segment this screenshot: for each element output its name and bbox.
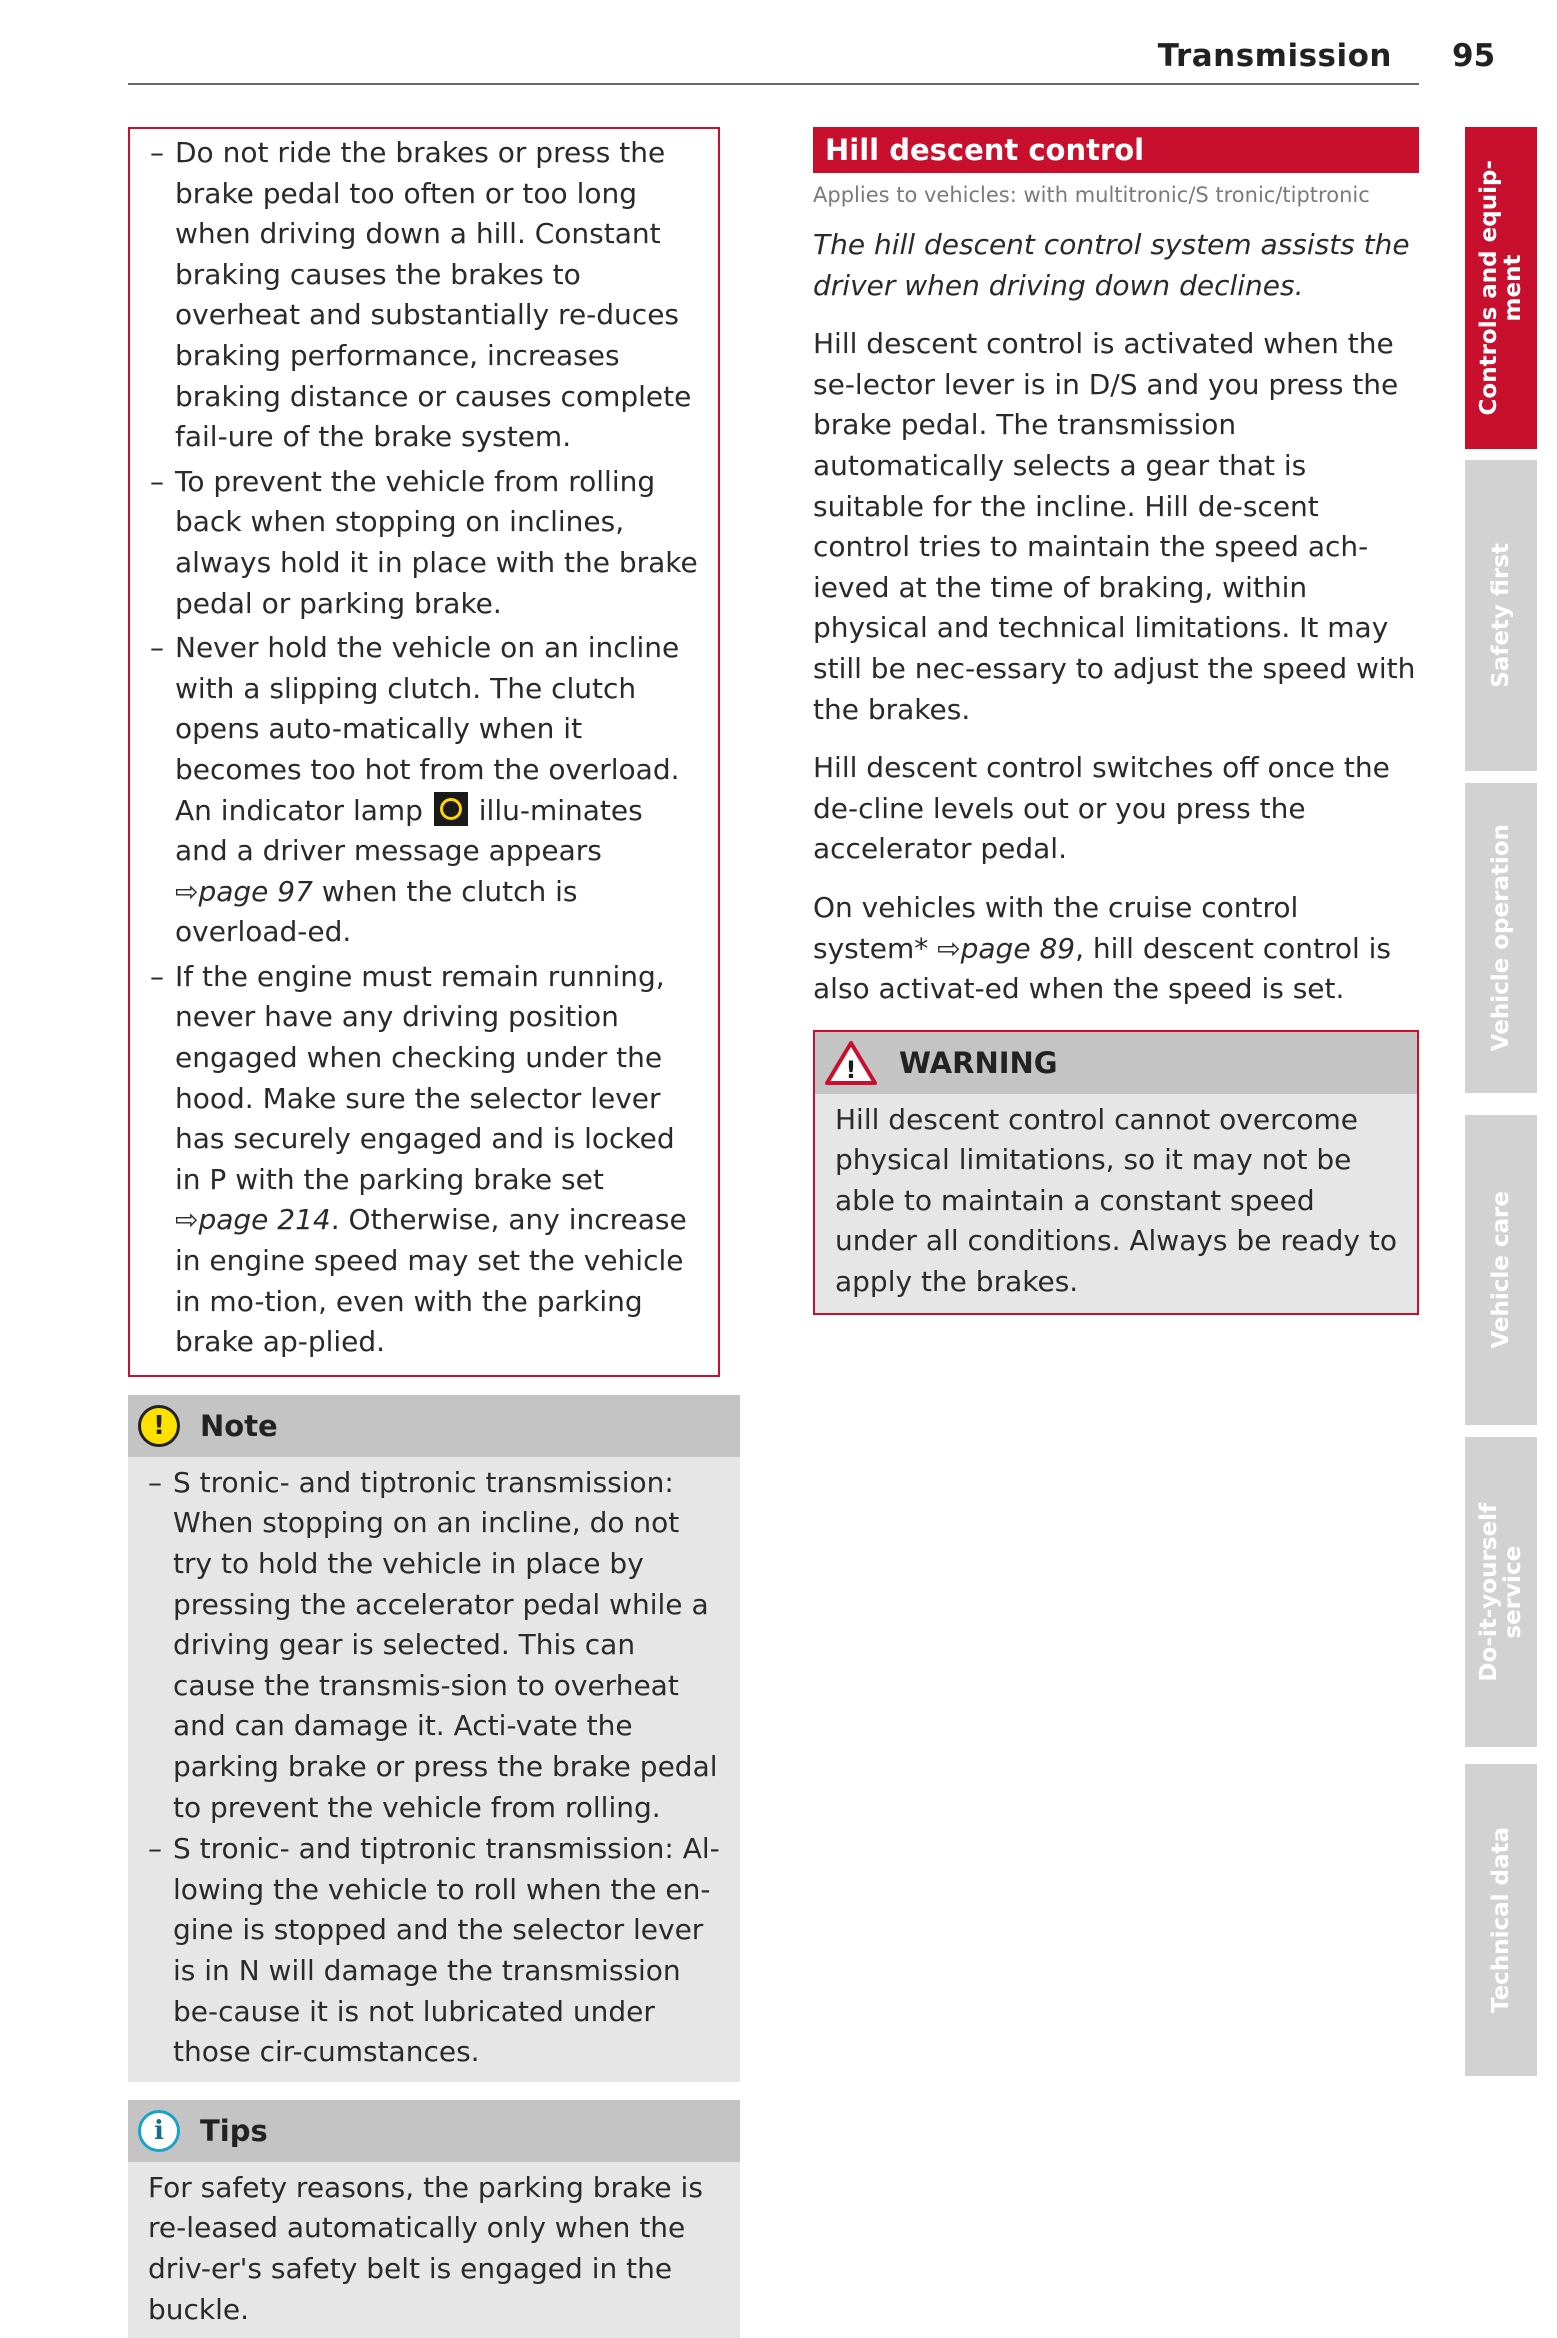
note-title: Note	[200, 1408, 278, 1443]
warning-continued-box	[128, 127, 720, 1377]
warning-box	[813, 1030, 1419, 1315]
list-item: – S tronic- and tiptronic transmission: Al-lowing the vehicle to roll when the en-gine is stopped and the selector lever is in N will damage the transmission be-cause it is not lubricated under those cir-cumstances.	[128, 1829, 722, 2073]
tab-label: Controls and equip- ment	[1476, 160, 1526, 416]
applicability-note: Applies to vehicles: with multitronic/S tronic/tiptronic	[813, 183, 1370, 207]
page-reference-arrow-icon: ⇨	[937, 931, 961, 965]
exclamation-circle-icon: !	[138, 1405, 180, 1447]
tab-label: Vehicle care	[1488, 1191, 1514, 1349]
tab-controls-and-equipment[interactable]	[1465, 127, 1537, 449]
list-item-text: If the engine must remain running, never have any driving position engaged when checking under the hood. Make sure the selector lever has securely engaged and is locked in P with the parking brake set	[175, 959, 675, 1196]
right-column	[813, 127, 1419, 1315]
body-paragraph	[813, 888, 1419, 1010]
body-paragraph: Hill descent control switches off once the de-cline levels out or you press the accelerator pedal.	[813, 751, 1390, 866]
tab-label: Vehicle operation	[1488, 824, 1514, 1052]
tab-vehicle-operation[interactable]	[1465, 783, 1537, 1093]
tips-text: For safety reasons, the parking brake is re-leased automatically only when the driv-er's safety belt is engaged in the buckle.	[148, 2170, 703, 2326]
tab-technical-data[interactable]	[1465, 1764, 1537, 2076]
page-reference-arrow-icon: ⇨	[175, 874, 199, 908]
list-item-text: when the clutch is overload-ed.	[175, 874, 578, 949]
page-reference-link[interactable]: page 97	[198, 874, 313, 908]
warning-title: WARNING	[899, 1045, 1058, 1080]
warning-header	[815, 1032, 1417, 1094]
paragraph-text: , hill descent control is also activat-ed when the speed is set.	[813, 931, 1392, 1006]
tab-label: Do-it-yourself service	[1476, 1502, 1526, 1682]
tips-header	[128, 2100, 740, 2162]
list-item	[130, 628, 700, 953]
svg-text:!: !	[845, 1055, 857, 1084]
body-paragraph: Hill descent control is activated when the se-lector lever is in D/S and you press the brake pedal. The transmission automatically selects a gear that is suitable for the incline. Hill de-scent control tries to maintain the speed ach-ieved at the time of braking, within physical and technical limitations. It may still be nec-essary to adjust the speed with the brakes.	[813, 327, 1416, 726]
page-reference-link[interactable]: page 89	[960, 931, 1076, 965]
tab-vehicle-care[interactable]	[1465, 1115, 1537, 1425]
tab-safety-first[interactable]	[1465, 460, 1537, 771]
list-item: – Do not ride the brakes or press the brake pedal too often or too long when driving down a hill. Constant braking causes the brakes to overheat and substantially re-duces braking performance, increases braking distance or causes complete fail-ure of the brake system.	[130, 133, 700, 458]
clutch-indicator-lamp-icon	[434, 792, 468, 826]
list-item: – To prevent the vehicle from rolling back when stopping on inclines, always hold it in place with the brake pedal or parking brake.	[130, 462, 700, 624]
note-body	[128, 1457, 740, 2082]
list-item-text: Never hold the vehicle on an incline with a slipping clutch. The clutch opens auto-matically when it becomes too hot from the overload. An indicator lamp	[175, 631, 680, 827]
tips-box	[128, 2100, 740, 2338]
left-column	[128, 127, 740, 2338]
tab-label: Safety first	[1488, 543, 1514, 688]
chapter-title: Transmission	[1157, 38, 1392, 74]
list-item-text: . Otherwise, any increase in engine speed may set the vehicle in mo-tion, even with the parking brake ap-plied.	[175, 1203, 687, 1359]
list-item	[130, 957, 700, 1363]
page-reference-link[interactable]: page 214	[198, 1203, 331, 1237]
page-reference-arrow-icon: ⇨	[175, 1203, 199, 1237]
tips-title: Tips	[200, 2113, 268, 2148]
page-number: 95	[1452, 38, 1496, 74]
paragraph-text: On vehicles with the cruise control system*	[813, 890, 1299, 965]
list-item-text: illu-minates and a driver message appears	[175, 793, 643, 868]
intro-paragraph: The hill descent control system assists the driver when driving down declines.	[813, 228, 1410, 302]
header-divider	[128, 83, 1419, 85]
list-item: – S tronic- and tiptronic transmission: When stopping on an incline, do not try to hold the vehicle in place by pressing the accelerator pedal while a driving gear is selected. This can cause the transmis-sion to overheat and can damage it. Acti-vate the parking brake or press the brake pedal to prevent the vehicle from rolling.	[128, 1463, 722, 1828]
warning-text: Hill descent control cannot overcome physical limitations, so it may not be able to maintain a constant speed under all conditions. Always be ready to apply the brakes.	[835, 1102, 1397, 1299]
info-circle-icon: i	[138, 2110, 180, 2152]
warning-list	[130, 133, 700, 1363]
note-box	[128, 1395, 740, 2082]
note-list	[128, 1463, 722, 2073]
section-heading: Hill descent control	[813, 127, 1419, 173]
tab-label: Technical data	[1488, 1826, 1514, 2014]
warning-triangle-icon	[825, 1040, 877, 1086]
tab-do-it-yourself-service[interactable]	[1465, 1437, 1537, 1747]
note-header	[128, 1395, 740, 1457]
